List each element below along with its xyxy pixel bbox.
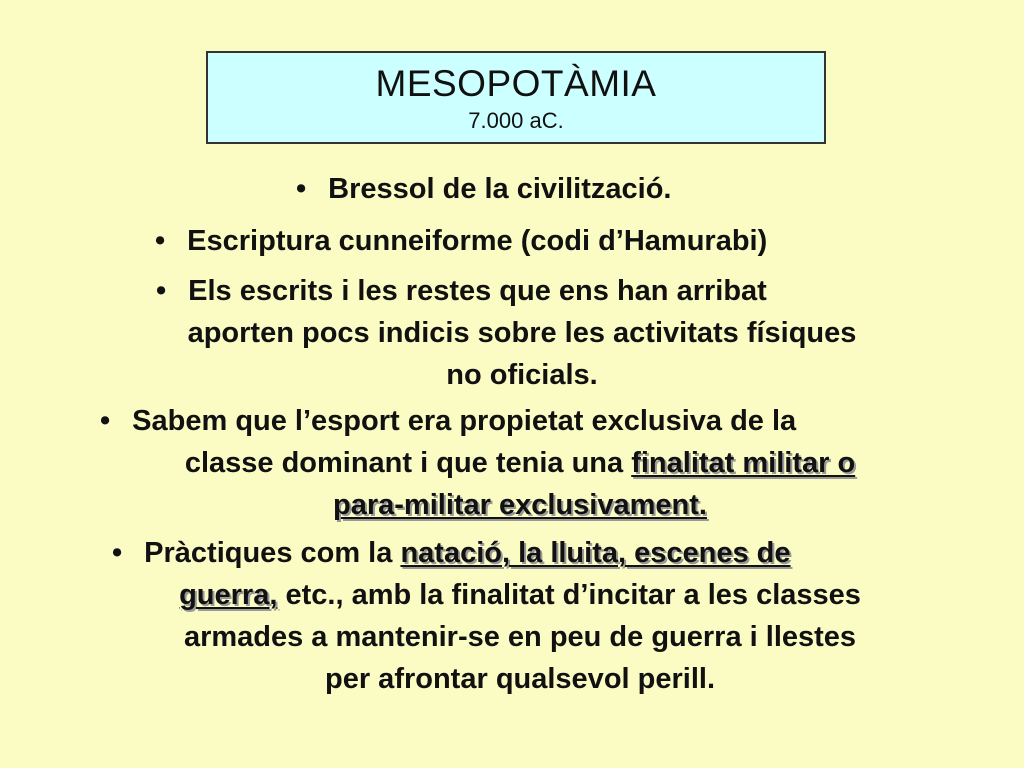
- bullet-line: [155, 220, 767, 262]
- bullet-line: aporten pocs indicis sobre les activitats físiques: [187, 317, 857, 349]
- emphasis-text: guerra,: [179, 579, 278, 611]
- bullet-text: Pràctiques com la: [144, 537, 401, 569]
- bullet-line: no oficials.: [446, 359, 598, 391]
- emphasis-text: finalitat militar o: [631, 447, 856, 479]
- bullet-text: Sabem que l’esport era propietat exclusiva de la: [132, 405, 797, 437]
- bullet-dot: •: [156, 275, 167, 307]
- emphasis-text: para-militar exclusivament.: [333, 489, 707, 521]
- bullet-dot: •: [112, 537, 123, 569]
- page-subtitle: 7.000 aC.: [468, 108, 564, 133]
- bullet-line: per afrontar qualsevol perill.: [325, 663, 715, 695]
- bullet-item-3: [112, 270, 932, 396]
- bullet-line: [296, 168, 671, 210]
- bullet-line: [100, 574, 940, 616]
- bullet-dot: •: [296, 173, 307, 205]
- bullet-text: Bressol de la civilització.: [328, 173, 672, 205]
- bullet-dot: •: [100, 405, 111, 437]
- bullet-line: [112, 270, 932, 312]
- bullet-line: [100, 532, 940, 574]
- bullet-dot: •: [155, 225, 166, 257]
- bullet-line: [100, 484, 940, 526]
- bullet-item-1: [296, 168, 671, 210]
- bullet-item-4: [100, 400, 940, 526]
- page-title: MESOPOTÀMIA: [375, 63, 657, 104]
- bullet-line: [100, 442, 940, 484]
- bullet-text: Els escrits i les restes que ens han arribat: [188, 275, 767, 307]
- bullet-item-5: [100, 532, 940, 700]
- bullet-line: armades a mantenir-se en peu de guerra i llestes: [183, 621, 857, 653]
- title-box: [206, 51, 826, 144]
- bullet-text: classe dominant i que tenia una: [184, 447, 632, 479]
- bullet-line: [100, 400, 940, 442]
- emphasis-text: natació, la lluita, escenes de: [400, 537, 791, 569]
- bullet-text: Escriptura cunneiforme (codi d’Hamurabi): [187, 225, 768, 257]
- bullet-text: etc., amb la finalitat d’incitar a les classes: [277, 579, 861, 611]
- bullet-item-2: [155, 220, 767, 262]
